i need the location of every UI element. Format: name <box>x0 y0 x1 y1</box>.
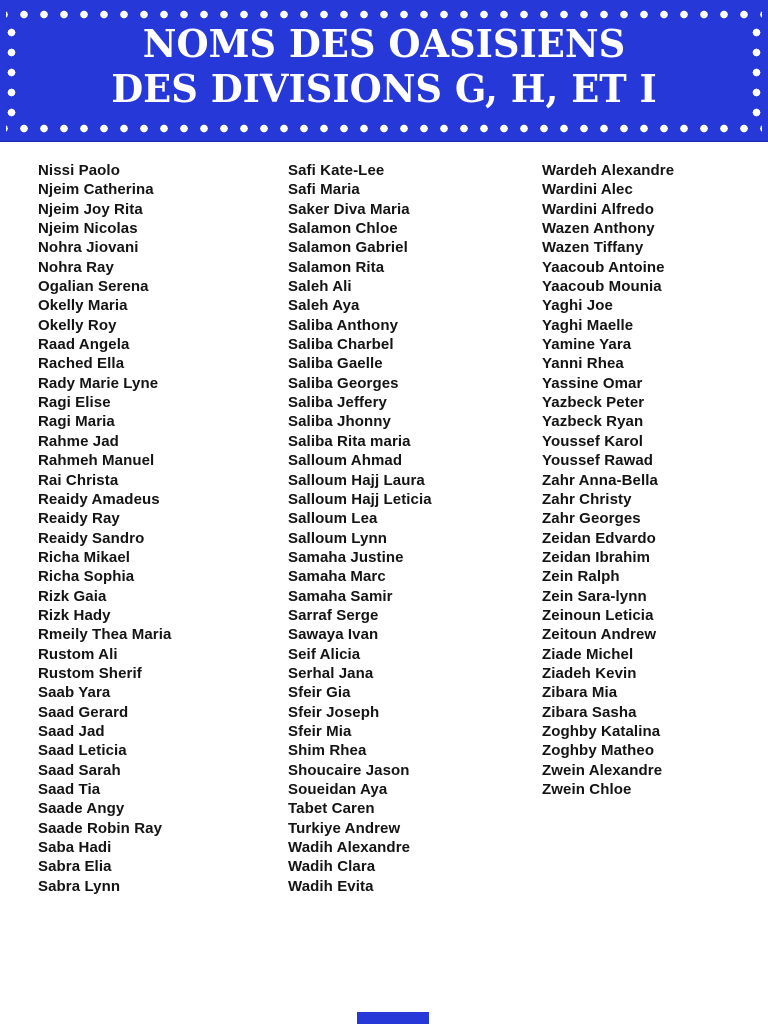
next-page-banner-fragment <box>357 1012 429 1024</box>
list-item: Wadih Clara <box>288 858 376 876</box>
name-column-2 <box>288 161 432 896</box>
list-item: Saad Gerard <box>38 703 129 721</box>
list-item: Zibara Sasha <box>542 703 637 721</box>
name-column-3 <box>542 161 674 799</box>
list-item: Saleh Ali <box>288 278 352 296</box>
list-item: Turkiye Andrew <box>288 819 401 837</box>
list-item: Nissi Paolo <box>38 162 120 179</box>
list-item: Yamine Yara <box>542 336 632 354</box>
list-item: Soueidan Aya <box>288 781 388 798</box>
list-item: Saliba Jeffery <box>288 394 387 412</box>
list-item: Sabra Elia <box>38 858 112 876</box>
list-item: Salloum Ahmad <box>288 452 403 470</box>
page-title-line-2: DES DIVISIONS G, H, ET I <box>111 66 657 111</box>
list-item: Yaacoub Antoine <box>542 258 665 276</box>
list-item: Sabra Lynn <box>38 877 121 895</box>
list-item: Saab Yara <box>38 684 111 702</box>
list-item: Salloum Hajj Laura <box>288 471 425 489</box>
list-item: Sarraf Serge <box>288 606 379 624</box>
list-item: Zein Ralph <box>542 568 620 586</box>
list-item: Wadih Evita <box>288 877 374 895</box>
list-item: Salloum Hajj Leticia <box>288 490 432 508</box>
list-item: Yaghi Maelle <box>542 316 634 334</box>
list-item: Saker Diva Maria <box>288 200 410 218</box>
list-item: Saade Angy <box>38 800 125 818</box>
list-item: Saade Robin Ray <box>38 819 163 837</box>
list-item: Zahr Christy <box>542 490 632 508</box>
page-title <box>12 21 757 111</box>
dotted-border-top-icon <box>6 9 762 20</box>
list-item: Zeidan Ibrahim <box>542 548 651 566</box>
list-item: Zahr Anna-Bella <box>542 471 658 489</box>
list-item: Salamon Chloe <box>288 220 398 238</box>
list-item: Saliba Georges <box>288 374 399 392</box>
list-item: Zeitoun Andrew <box>542 626 657 644</box>
list-item: Yaghi Joe <box>542 297 613 315</box>
list-item: Wardeh Alexandre <box>542 162 675 179</box>
list-item: Sfeir Gia <box>288 684 351 702</box>
list-item: Salloum Lynn <box>288 529 387 547</box>
list-item: Saliba Gaelle <box>288 355 383 373</box>
list-item: Rahmeh Manuel <box>38 452 155 470</box>
list-item: Zein Sara-lynn <box>542 587 647 605</box>
list-item: Seif Alicia <box>288 645 361 663</box>
list-item: Samaha Marc <box>288 568 386 586</box>
list-item: Njeim Catherina <box>38 181 154 199</box>
header-banner <box>0 0 768 141</box>
list-item: Rustom Sherif <box>38 664 142 682</box>
list-item: Salamon Gabriel <box>288 239 408 257</box>
list-item: Zoghby Katalina <box>542 722 661 740</box>
list-item: Reaidy Ray <box>38 510 120 528</box>
list-item: Raad Angela <box>38 336 130 354</box>
list-item: Richa Mikael <box>38 548 131 566</box>
list-item: Zeidan Edvardo <box>542 529 656 547</box>
list-item: Zeinoun Leticia <box>542 606 654 624</box>
list-item: Rmeily Thea Maria <box>38 626 172 644</box>
list-item: Ragi Elise <box>38 394 111 412</box>
list-item: Saad Leticia <box>38 742 127 760</box>
list-item: Sawaya Ivan <box>288 626 379 644</box>
list-item: Sfeir Mia <box>288 722 352 740</box>
list-item: Youssef Rawad <box>542 452 654 470</box>
list-item: Rizk Hady <box>38 606 111 624</box>
list-item: Njeim Nicolas <box>38 220 138 238</box>
list-item: Ziadeh Kevin <box>542 664 637 682</box>
list-item: Zahr Georges <box>542 510 641 528</box>
list-item: Wazen Tiffany <box>542 239 644 257</box>
list-item: Rai Christa <box>38 471 119 489</box>
list-item: Reaidy Amadeus <box>38 490 160 508</box>
list-item: Safi Maria <box>288 181 360 199</box>
list-item: Nohra Jiovani <box>38 239 139 257</box>
list-item: Salloum Lea <box>288 510 378 528</box>
list-item: Ragi Maria <box>38 413 115 431</box>
list-item: Saliba Rita maria <box>288 432 411 450</box>
list-item: Saad Jad <box>38 722 105 740</box>
dotted-border-bottom-icon <box>6 123 762 134</box>
list-item: Saad Sarah <box>38 761 121 779</box>
list-item: Ziade Michel <box>542 645 634 663</box>
list-item: Samaha Samir <box>288 587 393 605</box>
list-item: Rahme Jad <box>38 432 119 450</box>
list-item: Tabet Caren <box>288 800 375 818</box>
list-item: Sfeir Joseph <box>288 703 380 721</box>
list-item: Richa Sophia <box>38 568 135 586</box>
list-item: Njeim Joy Rita <box>38 200 143 218</box>
list-item: Reaidy Sandro <box>38 529 145 547</box>
list-item: Yazbeck Ryan <box>542 413 644 431</box>
list-item: Yassine Omar <box>542 374 643 392</box>
list-item: Yanni Rhea <box>542 355 624 373</box>
list-item: Okelly Roy <box>38 316 117 334</box>
list-item: Wardini Alec <box>542 181 633 199</box>
list-item: Zwein Alexandre <box>542 761 663 779</box>
list-item: Rached Ella <box>38 355 125 373</box>
list-item: Yaacoub Mounia <box>542 278 662 296</box>
list-item: Serhal Jana <box>288 664 374 682</box>
list-item: Rady Marie Lyne <box>38 374 159 392</box>
list-item: Saleh Aya <box>288 297 360 315</box>
list-item: Rustom Ali <box>38 645 118 663</box>
list-item: Zibara Mia <box>542 684 618 702</box>
list-item: Samaha Justine <box>288 548 404 566</box>
list-item: Saliba Charbel <box>288 336 394 354</box>
list-item: Shim Rhea <box>288 742 367 760</box>
list-item: Youssef Karol <box>542 432 644 450</box>
list-item: Wardini Alfredo <box>542 200 655 218</box>
list-item: Ogalian Serena <box>38 278 149 296</box>
list-item: Zoghby Matheo <box>542 742 655 760</box>
list-item: Saba Hadi <box>38 839 112 857</box>
list-item: Okelly Maria <box>38 297 128 315</box>
list-item: Saliba Jhonny <box>288 413 391 431</box>
page-title-line-1: NOMS DES OASISIENS <box>142 21 626 66</box>
list-item: Shoucaire Jason <box>288 761 410 779</box>
list-item: Zwein Chloe <box>542 781 632 798</box>
list-item: Wazen Anthony <box>542 220 655 238</box>
list-item: Nohra Ray <box>38 258 114 276</box>
list-item: Safi Kate-Lee <box>288 162 385 179</box>
list-item: Wadih Alexandre <box>288 839 411 857</box>
list-item: Saad Tia <box>38 781 101 798</box>
list-item: Yazbeck Peter <box>542 394 645 412</box>
list-item: Salamon Rita <box>288 258 385 276</box>
name-column-1 <box>38 161 171 896</box>
list-item: Saliba Anthony <box>288 316 399 334</box>
list-item: Rizk Gaia <box>38 587 107 605</box>
